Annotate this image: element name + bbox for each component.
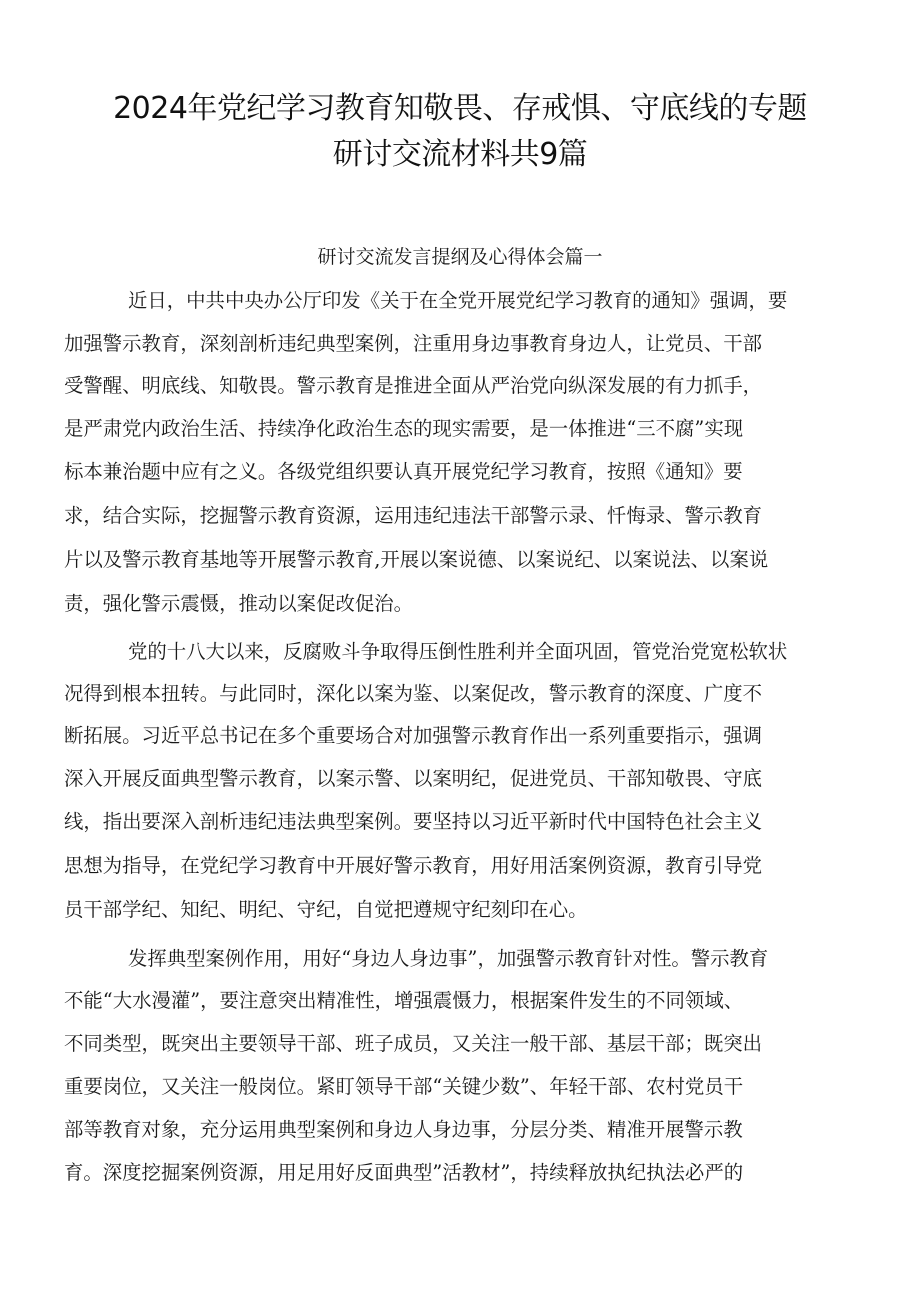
paragraph-line: 深入开展反面典型警示教育，以案示警、以案明纪，促进党员、干部知敬畏、守底: [64, 767, 763, 790]
document-title-line-1: 2024年党纪学习教育知敬畏、存戒惧、守底线的专题: [113, 91, 807, 126]
paragraph-line: 思想为指导，在党纪学习教育中开展好警示教育，用好用活案例资源，教育引导党: [64, 854, 763, 877]
paragraph-line: 责，强化警示震慑，推动以案促改促治。: [64, 592, 414, 615]
paragraph-line: 不同类型，既突出主要领导干部、班子成员，又关注一般干部、基层干部；既突出: [64, 1032, 763, 1055]
paragraph-line: 育。深度挖掘案例资源，用足用好反面典型”活教材”，持续释放执纪执法必严的: [64, 1161, 744, 1184]
document-title-line-2: 研讨交流材料共9篇: [332, 137, 588, 172]
paragraph-line: 受警醒、明底线、知敬畏。警示教育是推进全面从严治党向纵深发展的有力抓手，: [64, 374, 763, 397]
paragraph-line: 断拓展。习近平总书记在多个重要场合对加强警示教育作出一系列重要指示，强调: [64, 724, 763, 747]
paragraph-line: 党的十八大以来，反腐败斗争取得压倒性胜利并全面巩固，管党治党宽松软状: [128, 640, 788, 663]
paragraph-line: 重要岗位，又关注一般岗位。紧盯领导干部“关键少数”、年轻干部、农村党员干: [64, 1075, 744, 1098]
paragraph-line: 标本兼治题中应有之义。各级党组织要认真开展党纪学习教育，按照《通知》要: [64, 460, 743, 483]
paragraph-line: 部等教育对象，充分运用典型案例和身边人身边事，分层分类、精准开展警示教: [64, 1118, 743, 1141]
paragraph-line: 不能“大水漫灌”，要注意突出精准性，增强震慑力，根据案件发生的不同领域、: [64, 989, 744, 1012]
paragraph-line: 员干部学纪、知纪、明纪、守纪，自觉把遵规守纪刻印在心。: [64, 898, 588, 921]
paragraph-line: 况得到根本扭转。与此同时，深化以案为鉴、以案促改，警示教育的深度、广度不: [64, 682, 763, 705]
paragraph-line: 片以及警示教育基地等开展警示教育,开展以案说德、以案说纪、以案说法、以案说: [64, 548, 769, 571]
paragraph-line: 加强警示教育，深刻剖析违纪典型案例，注重用身边事教育身边人，让党员、干部: [64, 332, 763, 355]
paragraph-line: 线，指出要深入剖析违纪违法典型案例。要坚持以习近平新时代中国特色社会主义: [64, 810, 763, 833]
section-heading: 研讨交流发言提纲及心得体会篇一: [317, 246, 603, 268]
paragraph-line: 近日，中共中央办公厅印发《关于在全党开展党纪学习教育的通知》强调，要: [128, 289, 788, 312]
paragraph-line: 是严肃党内政治生活、持续净化政治生态的现实需要，是一体推进“三不腐”实现: [64, 417, 744, 440]
paragraph-line: 发挥典型案例作用，用好“身边人身边事”，加强警示教育针对性。警示教育: [128, 947, 769, 970]
paragraph-line: 求，结合实际，挖掘警示教育资源，运用违纪违法干部警示录、忏悔录、警示教育: [64, 504, 763, 527]
